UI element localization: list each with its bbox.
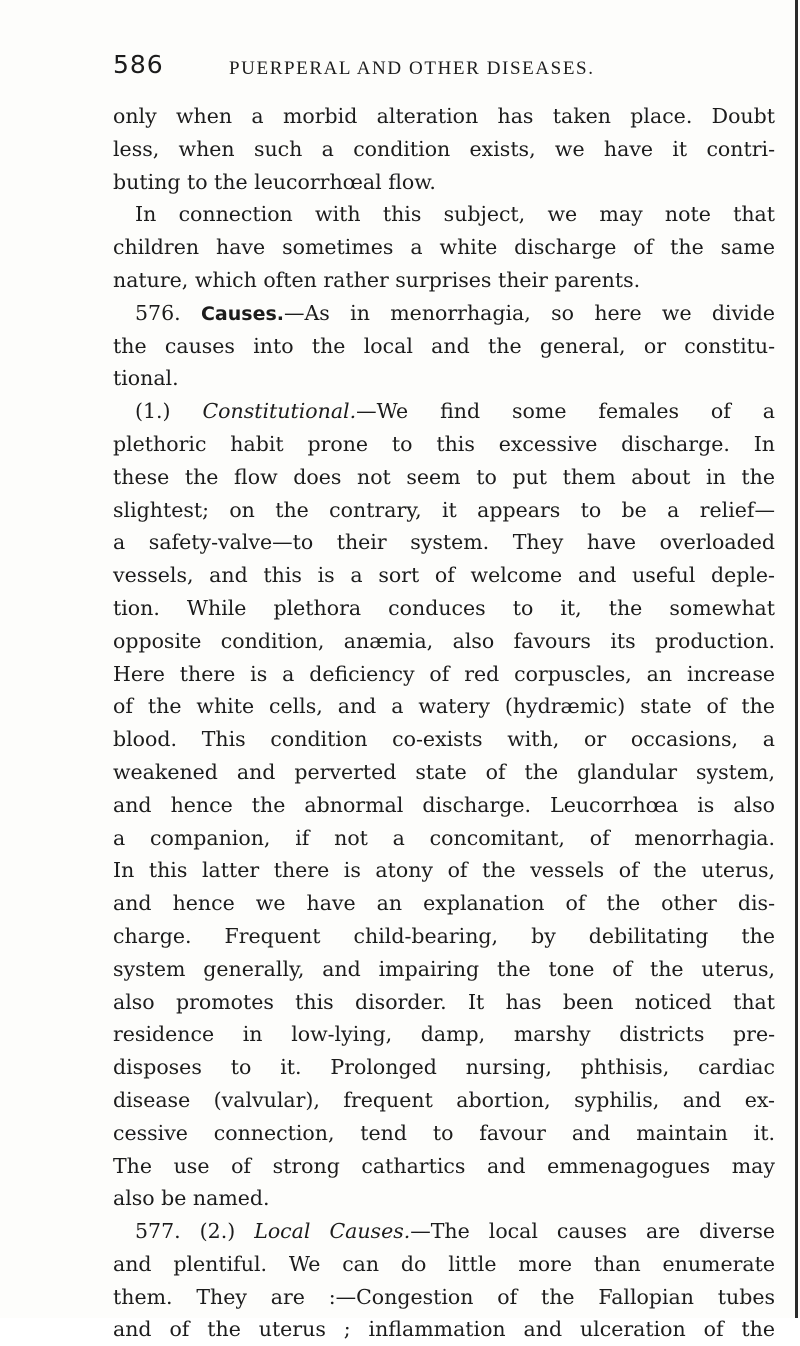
line-text: nature, which often rather surprises their parents. — [113, 267, 641, 292]
text-line — [113, 297, 775, 330]
line-text: opposite condition, anæmia, also favours its production. — [113, 628, 775, 653]
text-line — [113, 625, 775, 658]
line-text: disease (valvular), frequent abortion, syphilis, and ex- — [113, 1087, 775, 1112]
text-line — [113, 1018, 775, 1051]
text-line — [113, 854, 775, 887]
text-line — [113, 1182, 775, 1215]
line-text: tional. — [113, 366, 179, 391]
text-line — [113, 428, 775, 461]
line-text: the causes into the local and the general, or constitu- — [113, 333, 775, 358]
text-line — [113, 1248, 775, 1281]
section-number: 577. (2.) — [135, 1219, 255, 1244]
line-text: charge. Frequent child-bearing, by debilitating the — [113, 923, 775, 948]
text-line — [113, 756, 775, 789]
page-number: 586 — [113, 50, 164, 79]
text-line — [113, 461, 775, 494]
text-line — [113, 1281, 775, 1314]
line-text: and of the uterus ; inflammation and ulceration of the — [113, 1317, 775, 1342]
line-text: residence in low-lying, damp, marshy districts pre- — [113, 1022, 775, 1047]
text-line — [113, 953, 775, 986]
text-line — [113, 494, 775, 527]
text-line — [113, 1117, 775, 1150]
text-line — [113, 822, 775, 855]
text-line — [113, 1313, 775, 1346]
line-text: vessels, and this is a sort of welcome and useful deple- — [113, 563, 775, 588]
line-text: and hence the abnormal discharge. Leucorrhœa is also — [113, 792, 775, 817]
text-line — [113, 231, 775, 264]
section-number: (1.) — [135, 399, 203, 424]
running-head: PUERPERAL AND OTHER DISEASES. — [229, 58, 595, 79]
text-line — [113, 920, 775, 953]
line-text: only when a morbid alteration has taken place. Doubt — [113, 104, 775, 128]
subsection-heading: Local Causes. — [254, 1219, 411, 1244]
text-line — [113, 1215, 775, 1248]
text-line — [113, 133, 775, 166]
text-line — [113, 690, 775, 723]
section-number: 576. — [135, 300, 201, 325]
line-text: and hence we have an explanation of the other dis- — [113, 891, 775, 916]
section-heading: Causes. — [200, 302, 284, 325]
line-text: tion. While plethora conduces to it, the somewhat — [113, 595, 775, 620]
line-text: weakened and perverted state of the glandular system, — [113, 759, 775, 784]
line-text: system generally, and impairing the tone of the uterus, — [113, 956, 775, 981]
line-text: blood. This condition co-exists with, or occasions, a — [113, 727, 775, 752]
line-text: —The local causes are diverse — [410, 1219, 776, 1244]
text-line — [113, 789, 775, 822]
text-line — [113, 658, 775, 691]
text-line — [113, 362, 775, 395]
line-text: children have sometimes a white discharge of the same — [113, 235, 775, 260]
line-text: Here there is a deficiency of red corpuscles, an increase — [113, 661, 775, 686]
body-text — [113, 100, 775, 1346]
text-line — [113, 887, 775, 920]
text-line — [113, 592, 775, 625]
line-text: plethoric habit prone to this excessive discharge. In — [113, 431, 775, 456]
line-text: buting to the leucorrhœal flow. — [113, 169, 436, 194]
text-line — [113, 198, 775, 231]
line-text: a companion, if not a concomitant, of menorrhagia. — [113, 825, 775, 850]
text-line — [113, 330, 775, 363]
line-text: these the flow does not seem to put them about in the — [113, 464, 775, 489]
text-line — [113, 264, 775, 297]
line-text: a safety-valve—to their system. They have overloaded — [113, 530, 775, 555]
text-line — [113, 166, 775, 199]
line-text: In this latter there is atony of the vessels of the uterus, — [113, 858, 775, 883]
line-text: slightest; on the contrary, it appears to be a relief— — [113, 497, 775, 522]
line-text: less, when such a condition exists, we have it contri- — [113, 136, 775, 161]
line-text: and plentiful. We can do little more than enumerate — [113, 1251, 775, 1276]
page-edge-rule — [795, 0, 798, 1318]
line-text: disposes to it. Prolonged nursing, phthisis, cardiac — [113, 1055, 775, 1080]
line-text: In connection with this subject, we may note that — [135, 202, 775, 227]
text-line — [113, 1051, 775, 1084]
subsection-heading: Constitutional. — [202, 399, 357, 424]
line-text: —We find some females of a — [356, 399, 775, 424]
text-line — [113, 986, 775, 1019]
text-line — [113, 723, 775, 756]
text-line — [113, 1150, 775, 1183]
line-text: cessive connection, tend to favour and maintain it. — [113, 1120, 775, 1145]
line-text: —As in menorrhagia, so here we divide — [284, 300, 775, 325]
line-text: them. They are :—Congestion of the Fallopian tubes — [113, 1284, 775, 1309]
line-text: of the white cells, and a watery (hydræmic) state of the — [113, 694, 775, 719]
text-line — [113, 526, 775, 559]
line-text: also promotes this disorder. It has been noticed that — [113, 989, 775, 1014]
line-text: also be named. — [113, 1186, 270, 1211]
text-line — [113, 395, 775, 428]
text-line — [113, 100, 775, 133]
page-header — [113, 50, 773, 90]
text-line — [113, 559, 775, 592]
line-text: The use of strong cathartics and emmenagogues may — [113, 1153, 775, 1178]
text-line — [113, 1084, 775, 1117]
